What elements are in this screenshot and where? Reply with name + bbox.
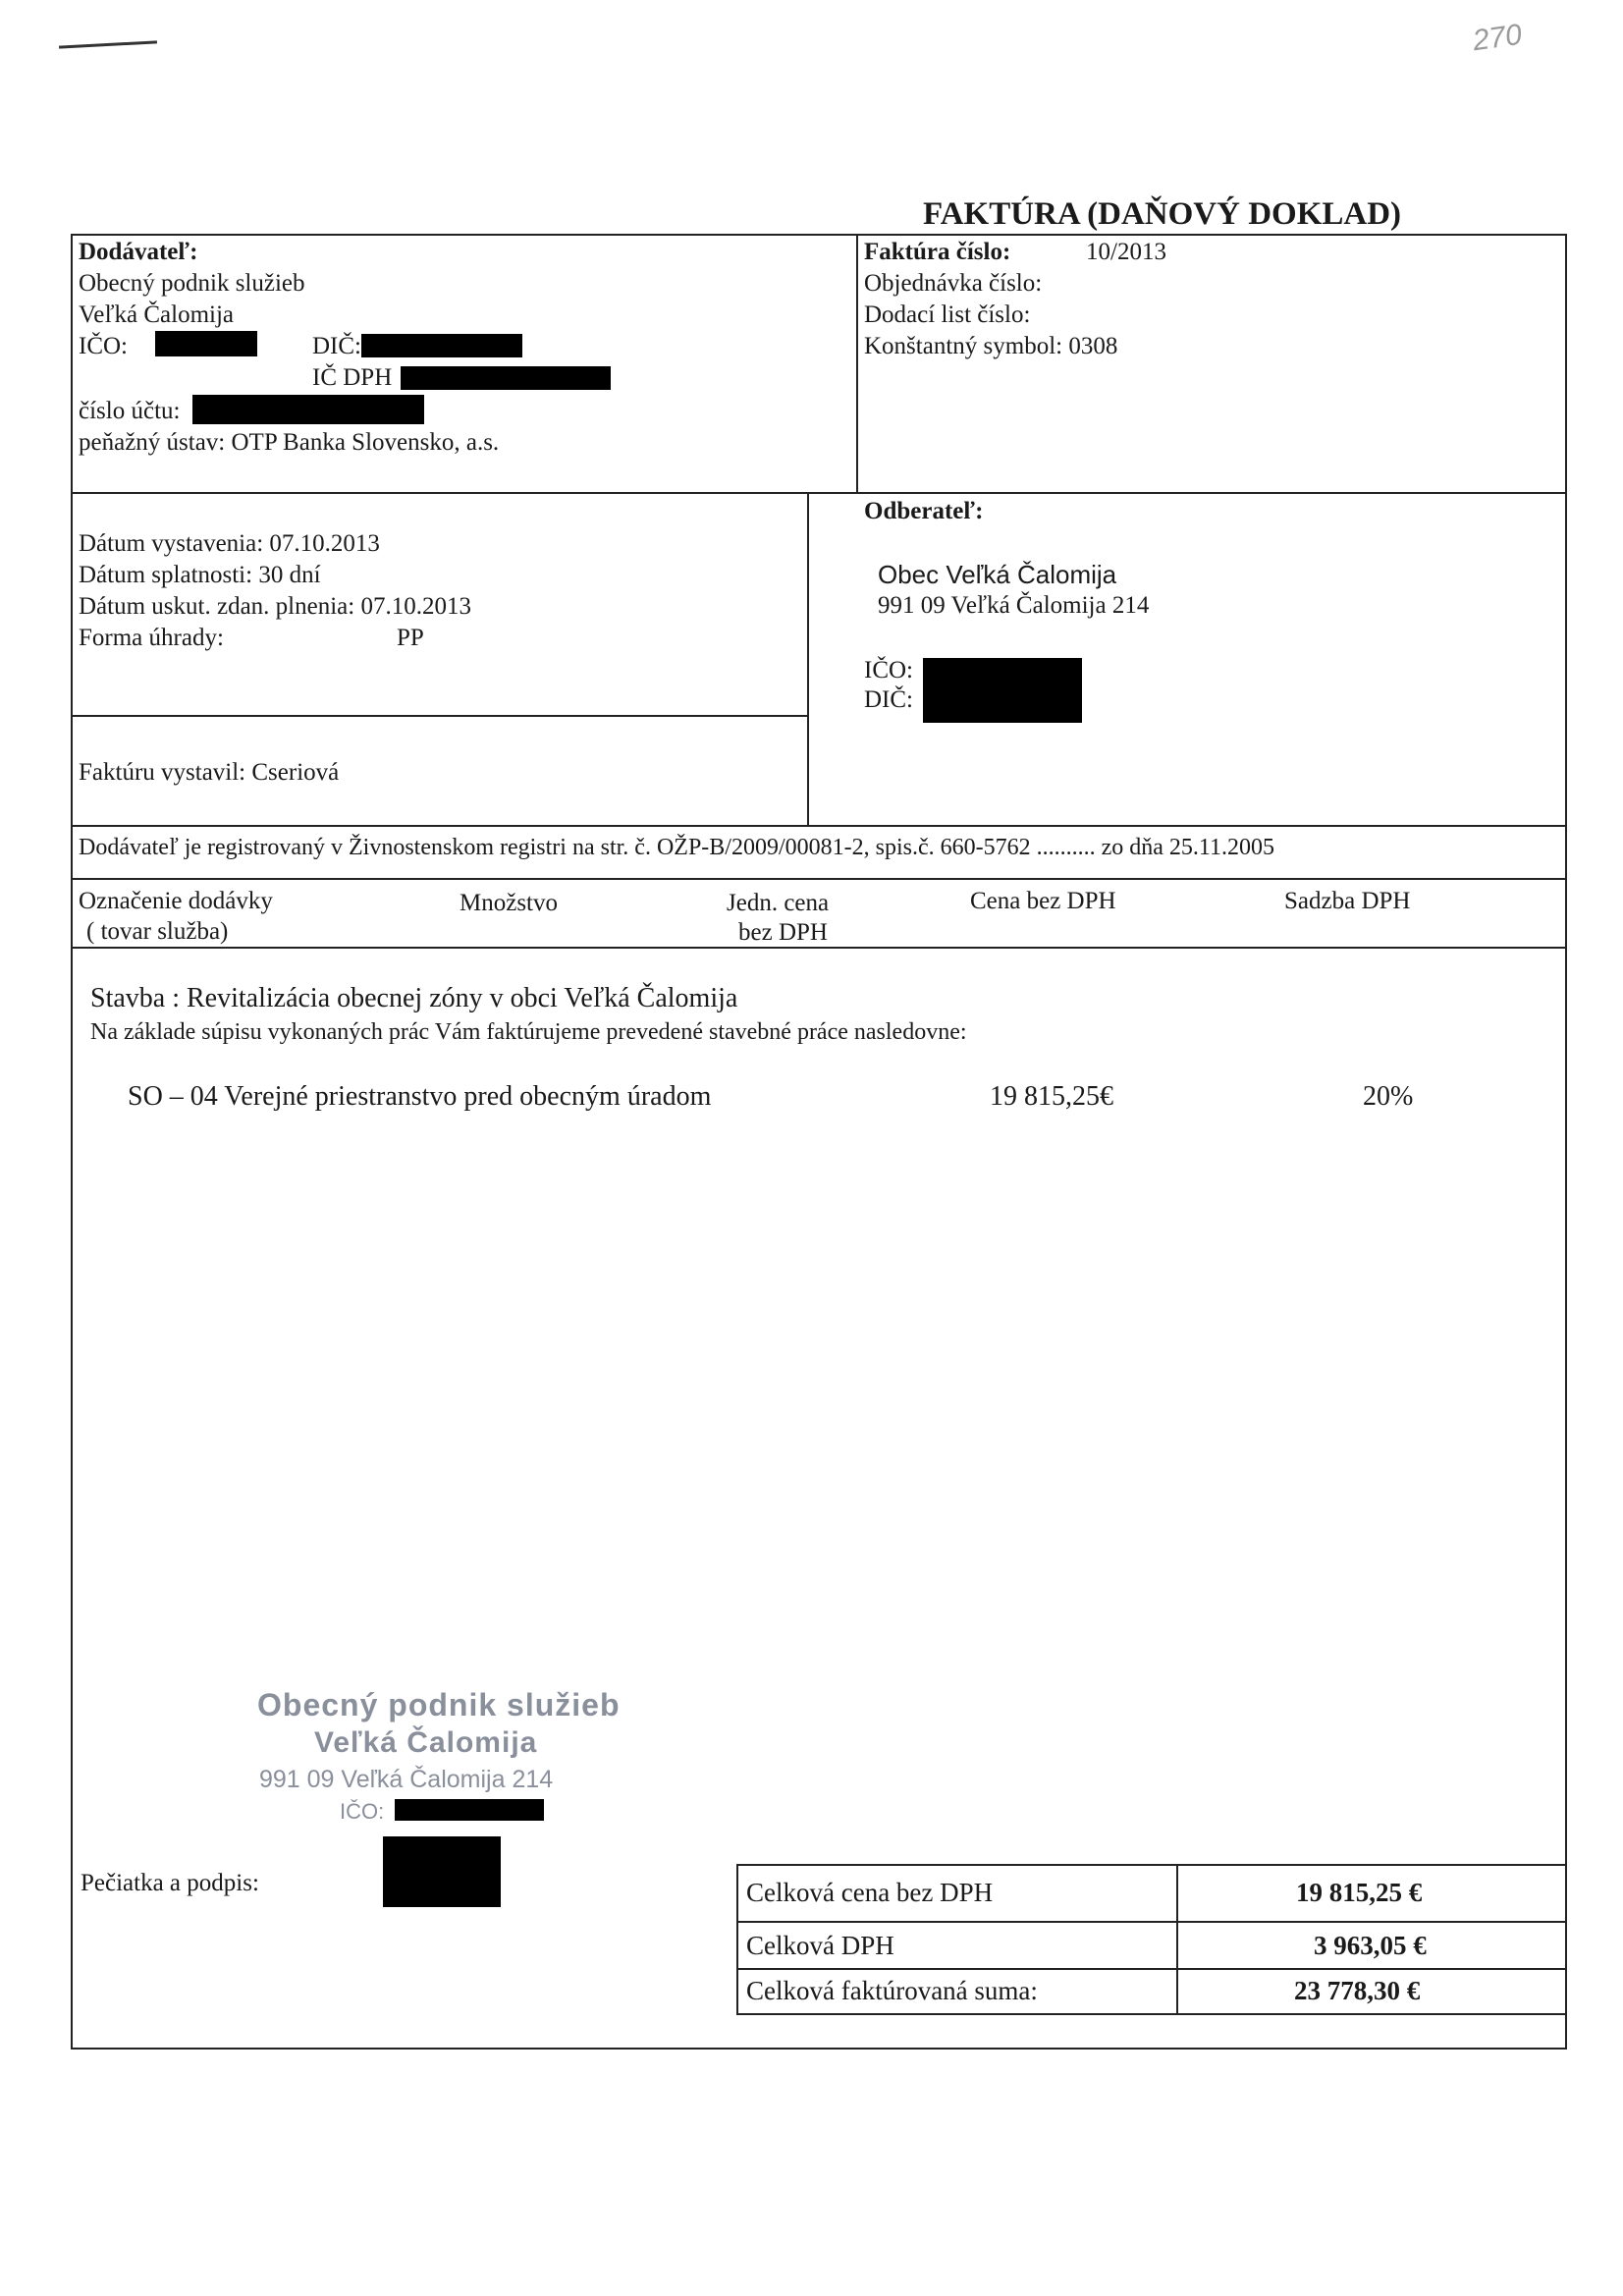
line-dates-divider	[807, 492, 809, 826]
line-item-name: SO – 04 Verejné priestranstvo pred obecným úradom	[128, 1081, 712, 1112]
column-item-line2: ( tovar služba)	[86, 918, 229, 945]
document-title: FAKTÚRA (DAŇOVÝ DOKLAD)	[923, 196, 1402, 232]
column-vat-rate: Sadzba DPH	[1284, 888, 1411, 914]
total-vat-label: Celková DPH	[746, 1931, 894, 1960]
line-supplier-bottom	[71, 492, 1567, 494]
customer-address: 991 09 Veľká Čalomija 214	[878, 592, 1150, 619]
total-net-label: Celková cena bez DPH	[746, 1878, 994, 1907]
supplier-account-label: číslo účtu:	[79, 398, 181, 424]
total-net-value: 19 815,25 €	[1296, 1878, 1423, 1907]
registration-note: Dodávateľ je registrovaný v Živnostenskom registri na str. č. OŽP-B/2009/00081-2, spis.č. 660-5762 .......... zo dňa 25.11.2005	[79, 835, 1275, 860]
redacted-signature	[383, 1836, 501, 1907]
line-item-vat: 20%	[1363, 1081, 1414, 1112]
issue-date: Dátum vystavenia: 07.10.2013	[79, 530, 380, 557]
column-price-no-vat: Cena bez DPH	[970, 888, 1116, 914]
redacted-stamp-ico	[395, 1799, 544, 1821]
delivery-note-label: Dodací list číslo:	[864, 301, 1031, 328]
line-right	[1565, 234, 1567, 2049]
payment-method-label: Forma úhrady:	[79, 625, 224, 651]
redacted-supplier-account	[192, 395, 424, 424]
supplier-dic-label: DIČ:	[312, 333, 361, 359]
stamp-line3: 991 09 Veľká Čalomija 214	[259, 1766, 554, 1793]
signature-label: Pečiatka a podpis:	[81, 1870, 259, 1896]
supplier-heading: Dodávateľ:	[79, 239, 198, 265]
column-quantity: Množstvo	[460, 890, 558, 916]
line-registration-bottom	[71, 878, 1567, 880]
redacted-customer-ids	[923, 658, 1082, 723]
line-left	[71, 234, 73, 2049]
customer-name: Obec Veľká Čalomija	[878, 560, 1117, 589]
project-title: Stavba : Revitalizácia obecnej zóny v obci Veľká Čalomija	[90, 983, 738, 1013]
project-intro: Na základe súpisu vykonaných prác Vám faktúrujeme prevedené stavebné práce nasledovne:	[90, 1019, 967, 1045]
issued-by: Faktúru vystavil: Cseriová	[79, 759, 340, 786]
column-unit-price-line1: Jedn. cena	[727, 890, 830, 916]
customer-ico-label: IČO:	[864, 657, 913, 683]
total-gross-label: Celková faktúrovaná suma:	[746, 1976, 1038, 2005]
column-item-line1: Označenie dodávky	[79, 888, 273, 914]
due-date: Dátum splatnosti: 30 dní	[79, 562, 321, 588]
supplier-icdph-label: IČ DPH	[312, 364, 393, 391]
redacted-supplier-icdph	[401, 366, 611, 390]
page-number: 270	[1470, 18, 1525, 58]
invoice-number-label: Faktúra číslo:	[864, 239, 1011, 265]
line-item-price: 19 815,25€	[990, 1081, 1113, 1112]
supplier-name: Obecný podnik služieb	[79, 270, 305, 297]
redacted-supplier-ico	[155, 331, 257, 356]
supplier-city: Veľká Čalomija	[79, 301, 235, 328]
total-gross-value: 23 778,30 €	[1294, 1976, 1421, 2005]
line-bottom	[71, 2048, 1567, 2050]
stamp-line2: Veľká Čalomija	[314, 1726, 538, 1759]
supplier-ico-label: IČO:	[79, 333, 128, 359]
redacted-supplier-dic	[361, 334, 522, 357]
column-unit-price-line2: bez DPH	[738, 919, 828, 946]
total-vat-value: 3 963,05 €	[1314, 1931, 1427, 1960]
line-dates-bottom	[71, 715, 809, 717]
invoice-number: 10/2013	[1086, 239, 1166, 265]
customer-heading: Odberateľ:	[864, 498, 984, 524]
customer-dic-label: DIČ:	[864, 686, 913, 713]
stamp-ico-label: IČO:	[340, 1799, 385, 1824]
supply-date: Dátum uskut. zdan. plnenia: 07.10.2013	[79, 593, 471, 620]
constant-symbol: Konštantný symbol: 0308	[864, 333, 1118, 359]
line-top	[71, 234, 1567, 236]
totals-table	[736, 1864, 1567, 2015]
order-number-label: Objednávka číslo:	[864, 270, 1043, 297]
line-registration-top	[71, 825, 1567, 827]
payment-method-value: PP	[397, 625, 424, 651]
stamp-line1: Obecný podnik služieb	[257, 1687, 621, 1722]
supplier-bank: peňažný ústav: OTP Banka Slovensko, a.s.	[79, 429, 500, 456]
line-supplier-divider	[856, 234, 858, 493]
pen-mark	[59, 40, 157, 48]
